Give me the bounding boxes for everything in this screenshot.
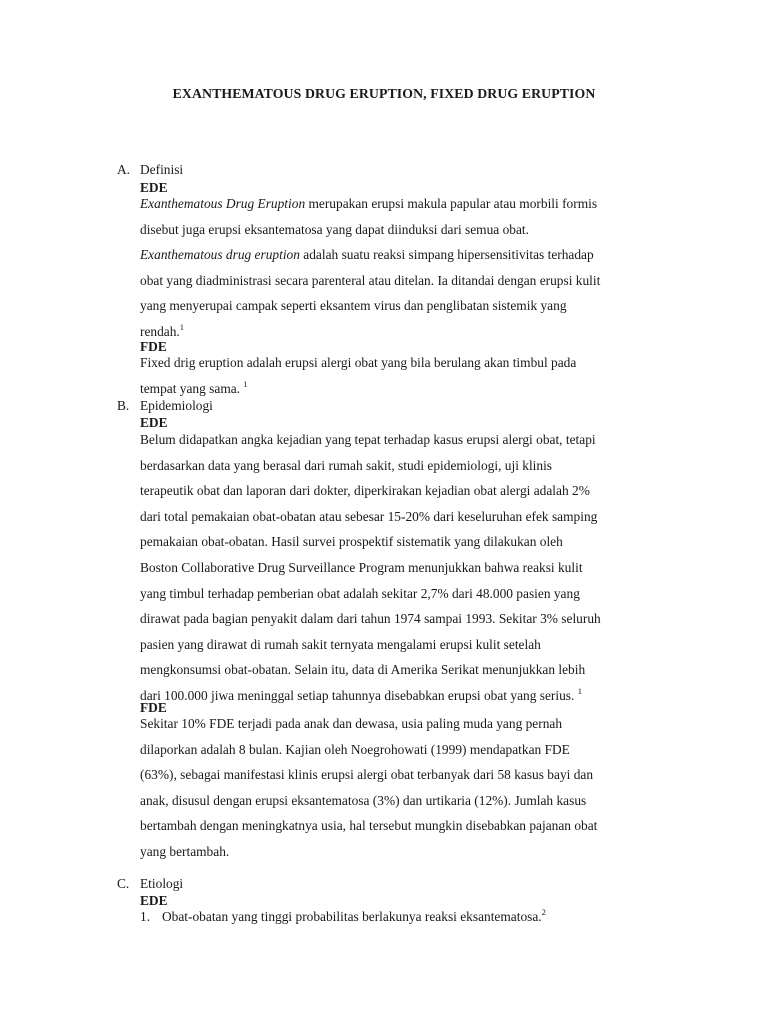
section-heading-etiologi: [117, 876, 183, 892]
reference-superscript: 1: [243, 378, 248, 389]
text-line: berdasarkan data yang berasal dari rumah sakit, studi epidemiologi, uji klinis: [140, 457, 553, 473]
text-line: Belum didapatkan angka kejadian yang tepat terhadap kasus erupsi alergi obat, tetapi: [140, 432, 596, 447]
text-line: mengkonsumsi obat-obatan. Selain itu, data di Amerika Serikat menunjukkan lebih: [140, 662, 586, 678]
reference-superscript: 2: [541, 907, 546, 917]
paragraph-fde-epidemiology: [140, 711, 680, 865]
text-line: obat yang diadministrasi secara parenteral atau ditelan. Ia ditandai dengan erupsi kulit: [140, 272, 601, 288]
text-line: yang bertambah.: [140, 843, 230, 859]
text-span: tempat yang sama.: [140, 380, 244, 396]
text-line: Sekitar 10% FDE terjadi pada anak dan dewasa, usia paling muda yang pernah: [140, 716, 563, 731]
document-title: EXANTHEMATOUS DRUG ERUPTION, FIXED DRUG ERUPTION: [172, 86, 596, 101]
text-line: dari total pemakaian obat-obatan atau sebesar 15-20% dari keseluruhan efek samping: [140, 508, 598, 524]
text-line: Fixed drig eruption adalah erupsi alergi obat yang bila berulang akan timbul pada: [140, 355, 577, 370]
subheading-fde: FDE: [140, 700, 167, 715]
section-heading-epidemiologi: [117, 398, 213, 414]
text-span: rendah.: [140, 323, 180, 339]
text-line: yang menyerupai campak seperti eksantem virus dan penglibatan sistemik yang: [140, 298, 567, 314]
text-line: [140, 904, 680, 930]
text-line: pemakaian obat-obatan. Hasil survei prospektif sistematik yang dilakukan oleh: [140, 534, 563, 550]
paragraph-ede-definition: [140, 191, 680, 345]
subheading-fde: FDE: [140, 339, 167, 354]
text-line: [140, 376, 680, 402]
subheading-ede: EDE: [140, 415, 168, 430]
section-title: Epidemiologi: [140, 398, 213, 413]
text-line: bertambah dengan meningkatnya usia, hal tersebut mungkin disebabkan pajanan obat: [140, 818, 598, 834]
section-letter: B.: [117, 398, 130, 413]
text-line: dirawat pada bagian penyakit dalam dari tahun 1974 sampai 1993. Sekitar 3% seluruh: [140, 611, 601, 627]
text-line: [140, 242, 680, 268]
italic-term: Exanthematous Drug Eruption: [140, 196, 306, 211]
list-item: [140, 904, 680, 930]
text-line: disebut juga erupsi eksantematosa yang dapat diinduksi dari semua obat.: [140, 221, 529, 237]
text-line: anak, disusul dengan erupsi eksantematosa (3%) dan urtikaria (12%). Jumlah kasus: [140, 792, 587, 808]
text-span: Obat-obatan yang tinggi probabilitas berlakunya reaksi eksantematosa.: [162, 909, 542, 924]
text-span: dari 100.000 jiwa meninggal setiap tahunnya disebabkan erupsi obat yang serius.: [140, 687, 578, 703]
section-heading-definisi: [117, 162, 183, 178]
reference-superscript: 1: [179, 321, 185, 332]
text-line: yang timbul terhadap pemberian obat adalah sekitar 2,7% dari 48.000 pasien yang: [140, 585, 580, 601]
paragraph-fde-definition: [140, 350, 680, 401]
text-line: pasien yang dirawat di rumah sakit ternyata mengalami erupsi kulit setelah: [140, 636, 541, 652]
list-number: 1.: [140, 909, 151, 924]
text-line: [140, 191, 680, 217]
text-span: adalah suatu reaksi simpang hipersensitivitas terhadap: [299, 247, 594, 263]
subheading-ede: EDE: [140, 893, 168, 908]
text-line: Boston Collaborative Drug Surveillance Program menunjukkan bahwa reaksi kulit: [140, 559, 583, 575]
text-line: dilaporkan adalah 8 bulan. Kajian oleh Noegrohowati (1999) mendapatkan FDE: [140, 741, 570, 757]
section-title: Etiologi: [140, 876, 184, 891]
subheading-ede: EDE: [140, 180, 168, 195]
section-letter: A.: [117, 162, 131, 177]
italic-term: Exanthematous drug eruption: [140, 247, 300, 263]
text-line: (63%), sebagai manifestasi klinis erupsi alergi obat terbanyak dari 58 kasus bayi dan: [140, 767, 594, 783]
reference-superscript: 1: [577, 685, 582, 696]
text-line: terapeutik obat dan laporan dari dokter, diperkirakan kejadian obat alergi adalah 2%: [140, 483, 590, 499]
paragraph-ede-epidemiology: [140, 427, 680, 709]
text-span: merupakan erupsi makula papular atau morbili formis: [305, 196, 598, 211]
section-letter: C.: [117, 876, 130, 891]
section-title: Definisi: [140, 162, 184, 177]
